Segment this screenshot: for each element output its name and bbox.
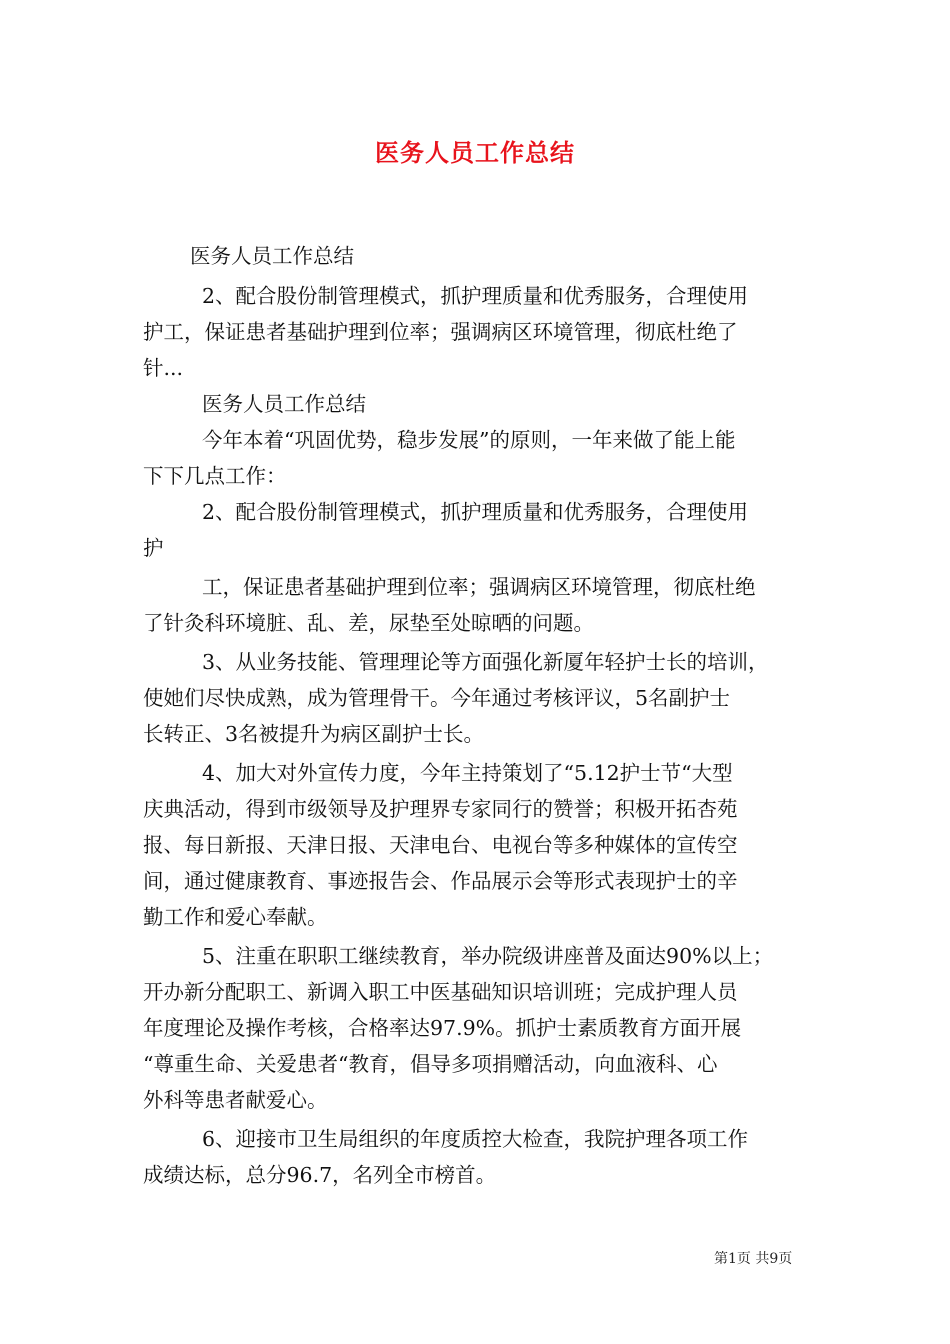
paragraph-line: 医务人员工作总结 — [190, 244, 354, 268]
paragraph-line: 外科等患者献爱心。 — [143, 1088, 328, 1112]
paragraph-line: 3、从业务技能、管理理论等方面强化新厦年轻护士长的培训， — [202, 650, 769, 674]
paragraph-line: 4、加大对外宣传力度，今年主持策划了“5.12护士节“大型 — [202, 761, 733, 785]
paragraph-line: “尊重生命、关爱患者“教育，倡导多项捐赠活动，向血液科、心 — [143, 1052, 718, 1076]
paragraph-line: 针... — [143, 356, 184, 380]
paragraph-line: 2、配合股份制管理模式，抓护理质量和优秀服务，合理使用 — [202, 284, 749, 308]
document-title: 医务人员工作总结 — [375, 138, 575, 167]
paragraph-line: 年度理论及操作考核，合格率达97.9%。抓护士素质教育方面开展 — [143, 1016, 742, 1040]
paragraph-line: 今年本着“巩固优势，稳步发展”的原则，一年来做了能上能 — [202, 428, 736, 452]
paragraph-line: 间，通过健康教育、事迹报告会、作品展示会等形式表现护士的辛 — [143, 869, 738, 893]
paragraph-line: 成绩达标，总分96.7，名列全市榜首。 — [143, 1163, 497, 1187]
paragraph-line: 庆典活动，得到市级领导及护理界专家同行的赞誉；积极开拓杏苑 — [143, 797, 738, 821]
paragraph-line: 6、迎接市卫生局组织的年度质控大检查，我院护理各项工作 — [202, 1127, 749, 1151]
paragraph-line: 医务人员工作总结 — [202, 392, 366, 416]
paragraph-line: 勤工作和爱心奉献。 — [143, 905, 328, 929]
paragraph-line: 下下几点工作： — [143, 464, 287, 488]
paragraph-line: 2、配合股份制管理模式，抓护理质量和优秀服务，合理使用 — [202, 500, 749, 524]
paragraph-line: 护工，保证患者基础护理到位率；强调病区环境管理，彻底杜绝了 — [143, 320, 738, 344]
paragraph-line: 工，保证患者基础护理到位率；强调病区环境管理，彻底杜绝 — [202, 575, 756, 599]
paragraph-line: 护 — [143, 536, 164, 560]
paragraph-line: 报、每日新报、天津日报、天津电台、电视台等多种媒体的宣传空 — [143, 833, 738, 857]
paragraph-line: 开办新分配职工、新调入职工中医基础知识培训班；完成护理人员 — [143, 980, 738, 1004]
paragraph-line: 了针灸科环境脏、乱、差，尿垫至处晾晒的问题。 — [143, 611, 594, 635]
page-number: 第1页 共9页 — [714, 1251, 793, 1267]
paragraph-line: 长转正、3名被提升为病区副护士长。 — [143, 722, 485, 746]
paragraph-line: 5、注重在职职工继续教育，举办院级讲座普及面达90%以上； — [202, 944, 774, 968]
paragraph-line: 使她们尽快成熟，成为管理骨干。今年通过考核评议，5名副护士 — [143, 686, 731, 710]
